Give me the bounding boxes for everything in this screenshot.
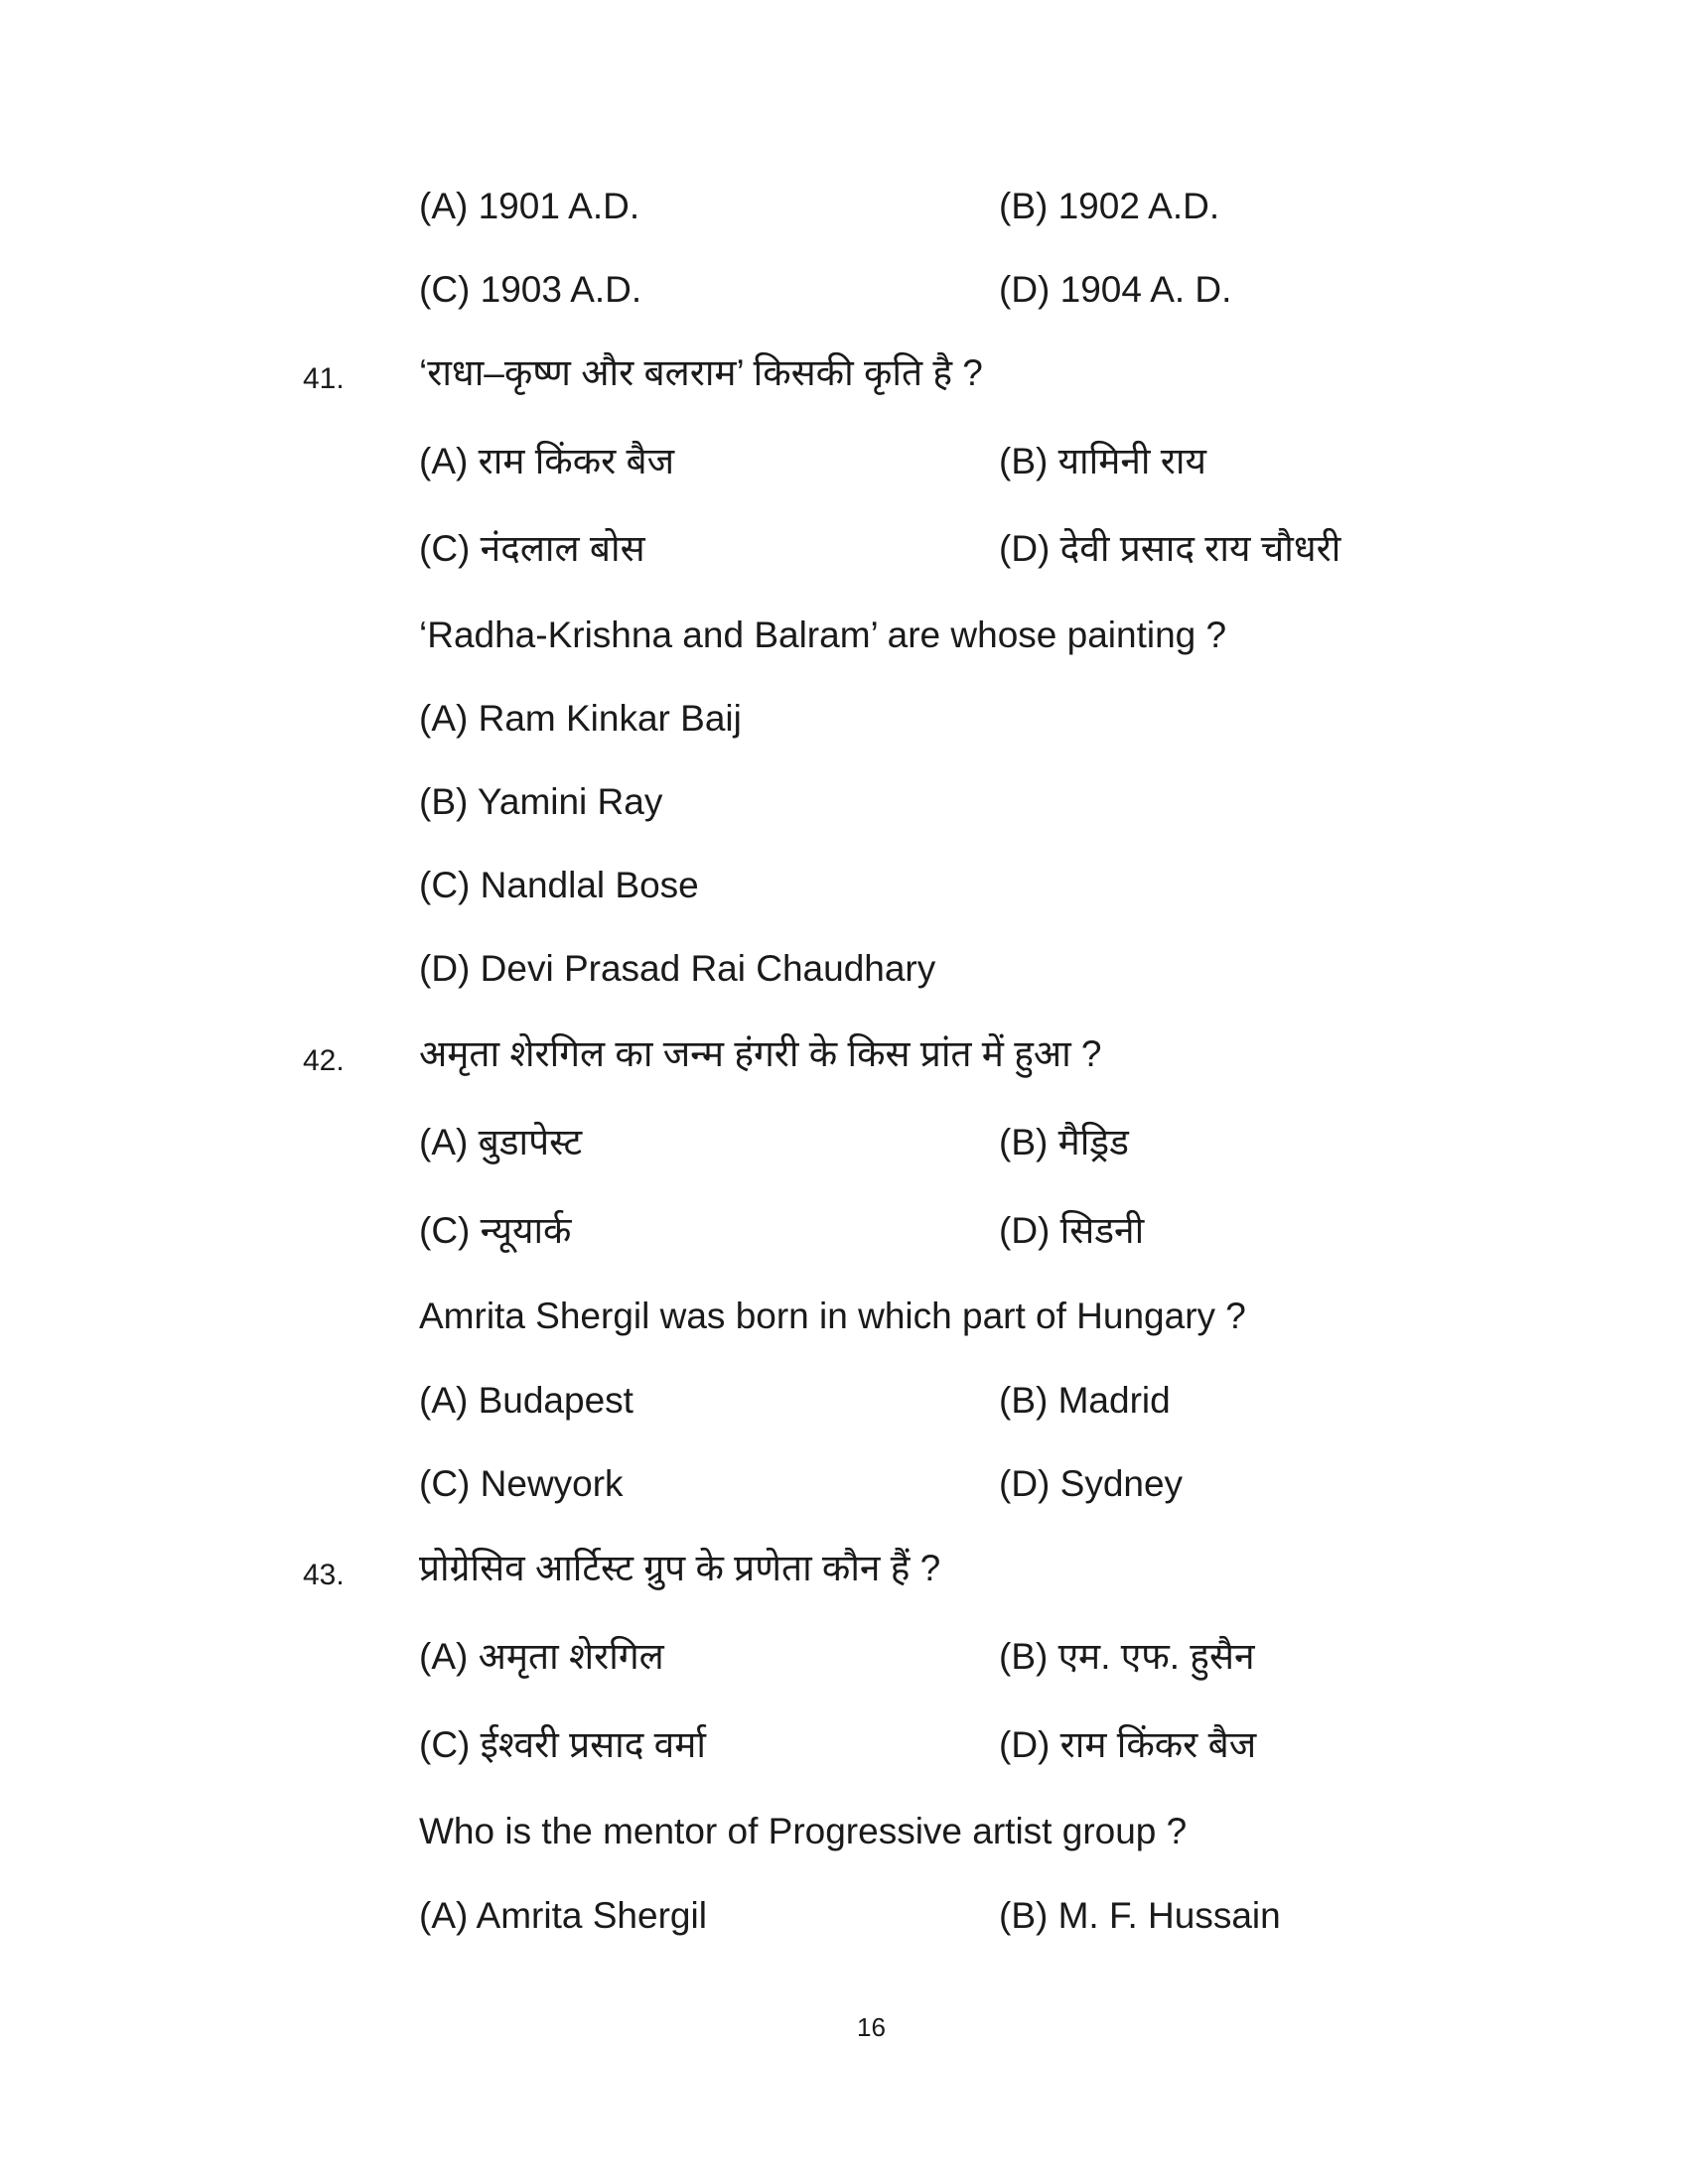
- q40-option-b: (B) 1902 A.D.: [999, 186, 1220, 226]
- q41-question-english: ‘Radha-Krishna and Balram’ are whose painting ?: [419, 614, 1227, 655]
- q40-option-d: (D) 1904 A. D.: [999, 269, 1232, 310]
- q41-option-d-hindi: (D) देवी प्रसाद राय चौधरी: [999, 528, 1341, 569]
- q43-option-c-hindi: (C) ईश्वरी प्रसाद वर्मा: [419, 1724, 706, 1765]
- q41-number: 41.: [303, 362, 345, 395]
- q43-option-b-hindi: (B) एम. एफ. हुसैन: [999, 1636, 1255, 1677]
- q42-option-a-english: (A) Budapest: [419, 1380, 633, 1421]
- q43-option-b-english: (B) M. F. Hussain: [999, 1895, 1281, 1936]
- q42-option-d-hindi: (D) सिडनी: [999, 1210, 1145, 1251]
- q42-option-c-english: (C) Newyork: [419, 1463, 624, 1504]
- q41-option-c-hindi: (C) नंदलाल बोस: [419, 528, 645, 569]
- q43-option-a-english: (A) Amrita Shergil: [419, 1895, 707, 1936]
- q43-number: 43.: [303, 1559, 345, 1591]
- q42-question-english: Amrita Shergil was born in which part of Hungary ?: [419, 1296, 1246, 1336]
- q42-option-a-hindi: (A) बुडापेस्ट: [419, 1122, 583, 1162]
- q41-question-hindi: ‘राधा–कृष्ण और बलराम’ किसकी कृति है ?: [419, 352, 983, 393]
- q40-option-c: (C) 1903 A.D.: [419, 269, 642, 310]
- q42-number: 42.: [303, 1044, 345, 1077]
- q42-option-d-english: (D) Sydney: [999, 1463, 1184, 1504]
- q43-option-a-hindi: (A) अमृता शेरगिल: [419, 1636, 664, 1677]
- q43-option-d-hindi: (D) राम किंकर बैज: [999, 1724, 1257, 1765]
- q42-option-b-english: (B) Madrid: [999, 1380, 1171, 1421]
- q41-option-c-english: (C) Nandlal Bose: [419, 865, 699, 905]
- q41-option-b-english: (B) Yamini Ray: [419, 781, 663, 822]
- q41-option-a-hindi: (A) राम किंकर बैज: [419, 441, 675, 481]
- q42-option-b-hindi: (B) मैड्रिड: [999, 1122, 1129, 1162]
- q43-question-hindi: प्रोग्रेसिव आर्टिस्ट ग्रुप के प्रणेता कौन हैं ?: [419, 1548, 941, 1588]
- q43-question-english: Who is the mentor of Progressive artist group ?: [419, 1811, 1188, 1851]
- q42-option-c-hindi: (C) न्यूयार्क: [419, 1210, 572, 1251]
- page-number: 16: [857, 2012, 886, 2042]
- q41-option-d-english: (D) Devi Prasad Rai Chaudhary: [419, 948, 936, 989]
- q40-option-a: (A) 1901 A.D.: [419, 186, 640, 226]
- q42-question-hindi: अमृता शेरगिल का जन्म हंगरी के किस प्रांत में हुआ ?: [419, 1033, 1102, 1074]
- q41-option-a-english: (A) Ram Kinkar Baij: [419, 698, 742, 739]
- q41-option-b-hindi: (B) यामिनी राय: [999, 441, 1206, 481]
